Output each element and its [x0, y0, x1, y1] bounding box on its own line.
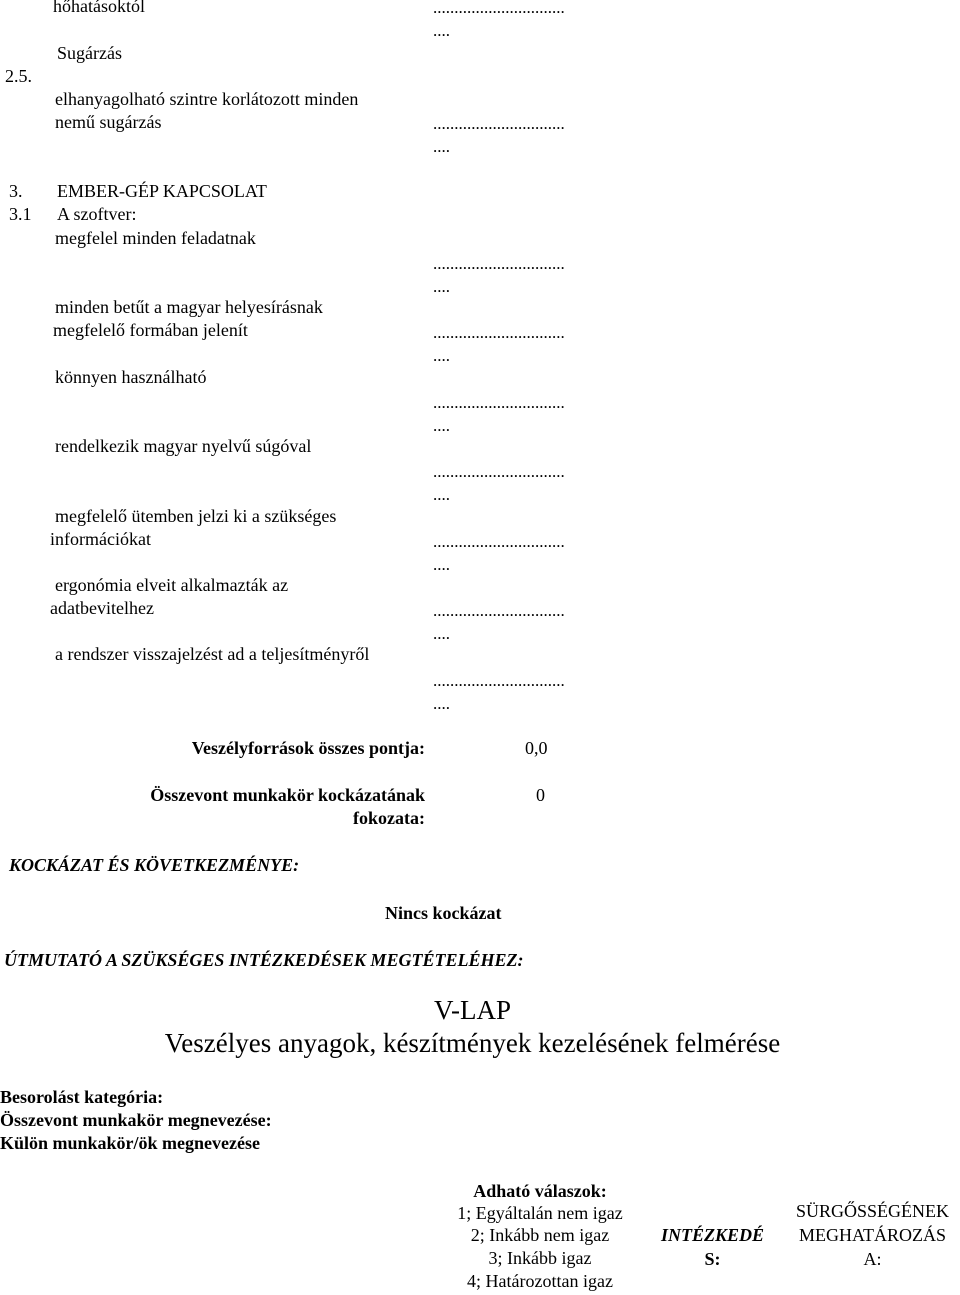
- sheet-code: V-LAP: [433, 995, 512, 1025]
- answer-option: 1; Egyáltalán nem igaz: [457, 1203, 623, 1223]
- total-points-value: 0,0: [525, 738, 548, 758]
- urgency-header: MEGHATÁROZÁS: [798, 1225, 946, 1245]
- risk-result: Nincs kockázat: [385, 903, 502, 923]
- answer-field-tail: ....: [433, 346, 450, 365]
- item-text: elhanyagolható szintre korlátozott minden: [55, 89, 359, 109]
- answers-heading: Adható válaszok:: [473, 1181, 607, 1201]
- risk-level-label: Összevont munkakör kockázatának: [150, 785, 425, 805]
- item-text: a rendszer visszajelzést ad a teljesítményről: [55, 644, 370, 664]
- answer-field-tail: ....: [433, 416, 450, 435]
- item-text: megfelelő ütemben jelzi ki a szükséges: [55, 506, 337, 526]
- section-number: 3.: [9, 181, 23, 201]
- answer-field[interactable]: ...............................: [433, 462, 565, 481]
- answer-field-tail: ....: [433, 485, 450, 504]
- subsection-number: 3.1: [9, 204, 32, 224]
- answer-field-tail: ....: [433, 555, 450, 574]
- answer-field[interactable]: ...............................: [433, 393, 565, 412]
- subsection-title: A szoftver:: [57, 204, 137, 224]
- item-text: megfelelő formában jelenít: [53, 320, 248, 340]
- risk-level-label: fokozata:: [353, 808, 425, 828]
- item-text: nemű sugárzás: [55, 112, 162, 132]
- total-points-label: Veszélyforrások összes pontja:: [191, 738, 425, 758]
- item-text: adatbevitelhez: [50, 598, 154, 618]
- measure-header: INTÉZKEDÉ: [660, 1225, 765, 1245]
- separate-job-label: Külön munkakör/ök megnevezése: [0, 1133, 261, 1153]
- item-text: könnyen használható: [55, 367, 207, 387]
- answer-field[interactable]: ...............................: [433, 601, 565, 620]
- answer-field-tail: ....: [433, 624, 450, 643]
- answer-field[interactable]: ...............................: [433, 114, 565, 133]
- answer-field[interactable]: ...............................: [433, 254, 565, 273]
- answer-field-tail: ....: [433, 21, 450, 40]
- sheet-title: Veszélyes anyagok, készítmények kezelésének felmérése: [164, 1028, 781, 1058]
- section-title: Sugárzás: [57, 43, 122, 63]
- section-title: EMBER-GÉP KAPCSOLAT: [57, 181, 267, 201]
- answer-field-tail: ....: [433, 277, 450, 296]
- answer-option: 4; Határozottan igaz: [467, 1271, 613, 1291]
- answer-field[interactable]: ...............................: [433, 0, 565, 17]
- category-label: Besorolást kategória:: [0, 1087, 164, 1107]
- item-text: információkat: [50, 529, 151, 549]
- answer-option: 3; Inkább igaz: [488, 1248, 592, 1268]
- answer-field[interactable]: ...............................: [433, 532, 565, 551]
- measure-header: S:: [704, 1249, 721, 1269]
- risk-heading: KOCKÁZAT ÉS KÖVETKEZMÉNYE:: [9, 855, 300, 875]
- item-text: rendelkezik magyar nyelvű súgóval: [55, 436, 312, 456]
- text-fragment: hőhatásoktól: [53, 0, 145, 16]
- answer-field-tail: ....: [433, 694, 450, 713]
- item-text: minden betűt a magyar helyesírásnak: [55, 297, 323, 317]
- answer-field-tail: ....: [433, 137, 450, 156]
- item-text: ergonómia elveit alkalmazták az: [55, 575, 289, 595]
- section-number: 2.5.: [5, 66, 32, 86]
- guide-heading: ÚTMUTATÓ A SZÜKSÉGES INTÉZKEDÉSEK MEGTÉTELÉHEZ:: [4, 950, 524, 970]
- urgency-header: SÜRGŐSSÉGÉNEK: [795, 1201, 950, 1221]
- answer-field[interactable]: ...............................: [433, 671, 565, 690]
- answer-field[interactable]: ...............................: [433, 323, 565, 342]
- item-text: megfelel minden feladatnak: [55, 228, 256, 248]
- answer-option: 2; Inkább nem igaz: [470, 1225, 610, 1245]
- urgency-header: A:: [863, 1249, 882, 1269]
- risk-level-value: 0: [536, 785, 545, 805]
- combined-job-label: Összevont munkakör megnevezése:: [0, 1110, 272, 1130]
